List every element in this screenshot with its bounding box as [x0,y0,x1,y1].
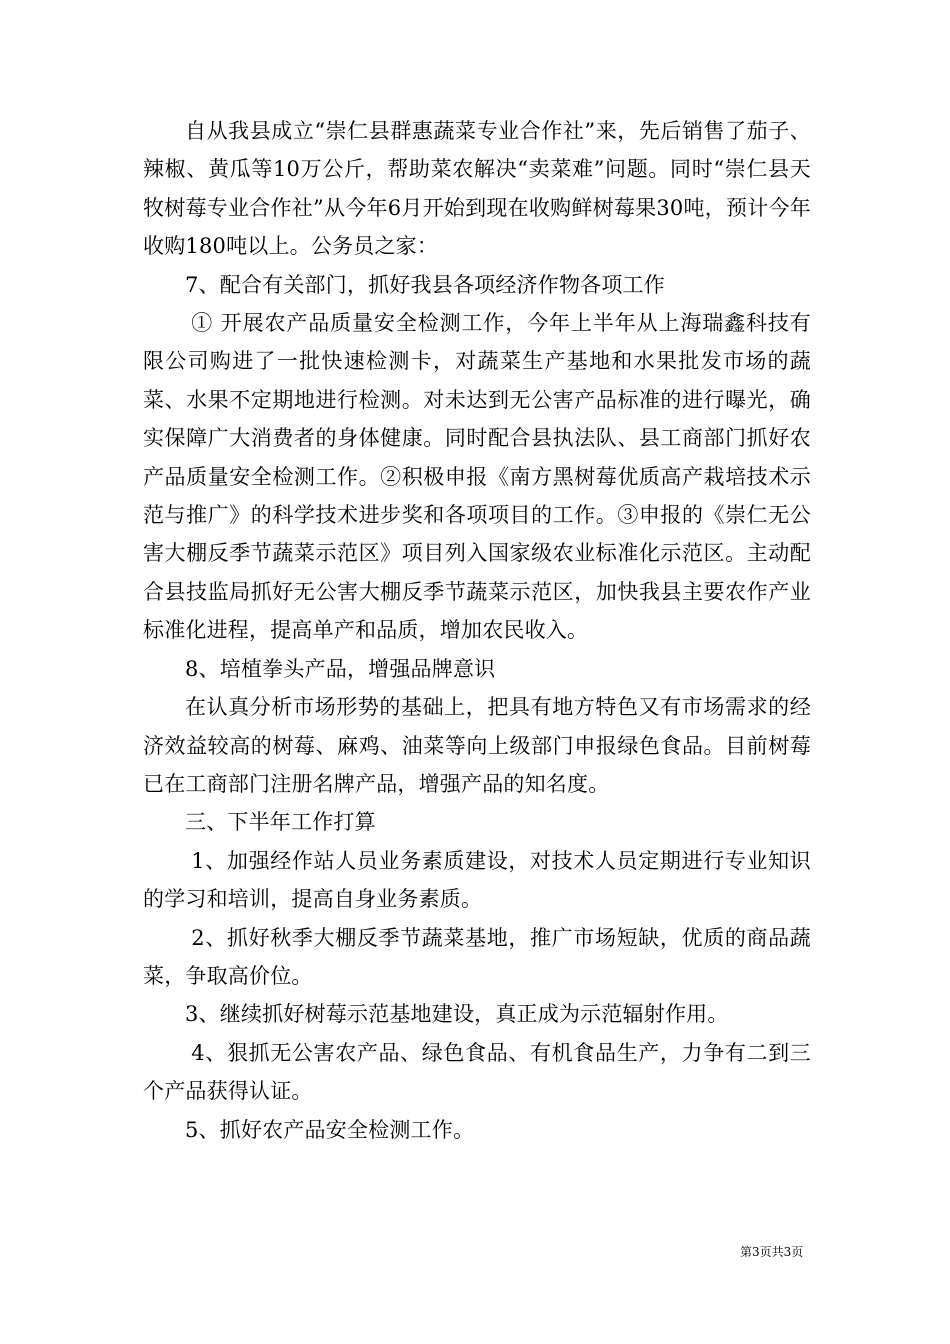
plan-item-2: 2、抓好秋季大棚反季节蔬菜基地，推广市场短缺，优质的商品蔬菜，争取高价位。 [143,925,811,988]
paragraph-brand-awareness: 在认真分析市场形势的基础上，把具有地方特色又有市场需求的经济效益较高的树莓、麻鸡、油菜等向上级部门申报绿色食品。目前树莓已在工商部门注册名牌产品，增强产品的知名度。 [143,695,811,796]
plan-item-4: 4、狠抓无公害农产品、绿色食品、有机食品生产，力争有二到三个产品获得认证。 [143,1040,811,1104]
plan-item-5: 5、抓好农产品安全检测工作。 [185,1117,475,1142]
paragraph-quality-inspection: ① 开展农产品质量安全检测工作，今年上半年从上海瑞鑫科技有限公司购进了一批快速检测卡，对蔬菜生产基地和水果批发市场的蔬菜、水果不定期地进行检测。对未达到无公害产品标准的进行曝光，确实保障广大消费者的身体健康。同时配合县执法队、县工商部门抓好农产品质量安全检测工作。②积极申报《南方黑树莓优质高产栽培技术示范与推广》的科学技术进步奖和各项项目的工作。③申报的《崇仁无公害大棚反季节蔬菜示范区》项目列入国家级农业标准化示范区。主动配合县技监局抓好无公害大棚反季节蔬菜示范区，加快我县主要农作产业标准化进程，提高单产和品质，增加农民收入。 [143,311,811,643]
document-body [143,112,811,1149]
heading-item-8: 8、培植拳头产品，增强品牌意识 [185,656,496,681]
plan-item-3: 3、继续抓好树莓示范基地建设，真正成为示范辐射作用。 [185,1002,729,1027]
paragraph-cooperative-sales: 自从我县成立“崇仁县群惠蔬菜专业合作社”来，先后销售了茄子、辣椒、黄瓜等10万公斤，帮助菜农解决“卖菜难”问题。同时“崇仁县天牧树莓专业合作社”从今年6月开始到现在收购鲜树莓果30吨，预计今年收购180吨以上。公务员之家： [143,119,811,259]
page-number-footer: 第3页共3页 [740,1245,804,1259]
plan-item-1: 1、加强经作站人员业务素质建设，对技术人员定期进行专业知识的学习和培训，提高自身业务素质。 [143,848,811,912]
section-heading-plans: 三、下半年工作打算 [185,810,376,835]
heading-item-7: 7、配合有关部门，抓好我县各项经济作物各项工作 [185,272,665,297]
